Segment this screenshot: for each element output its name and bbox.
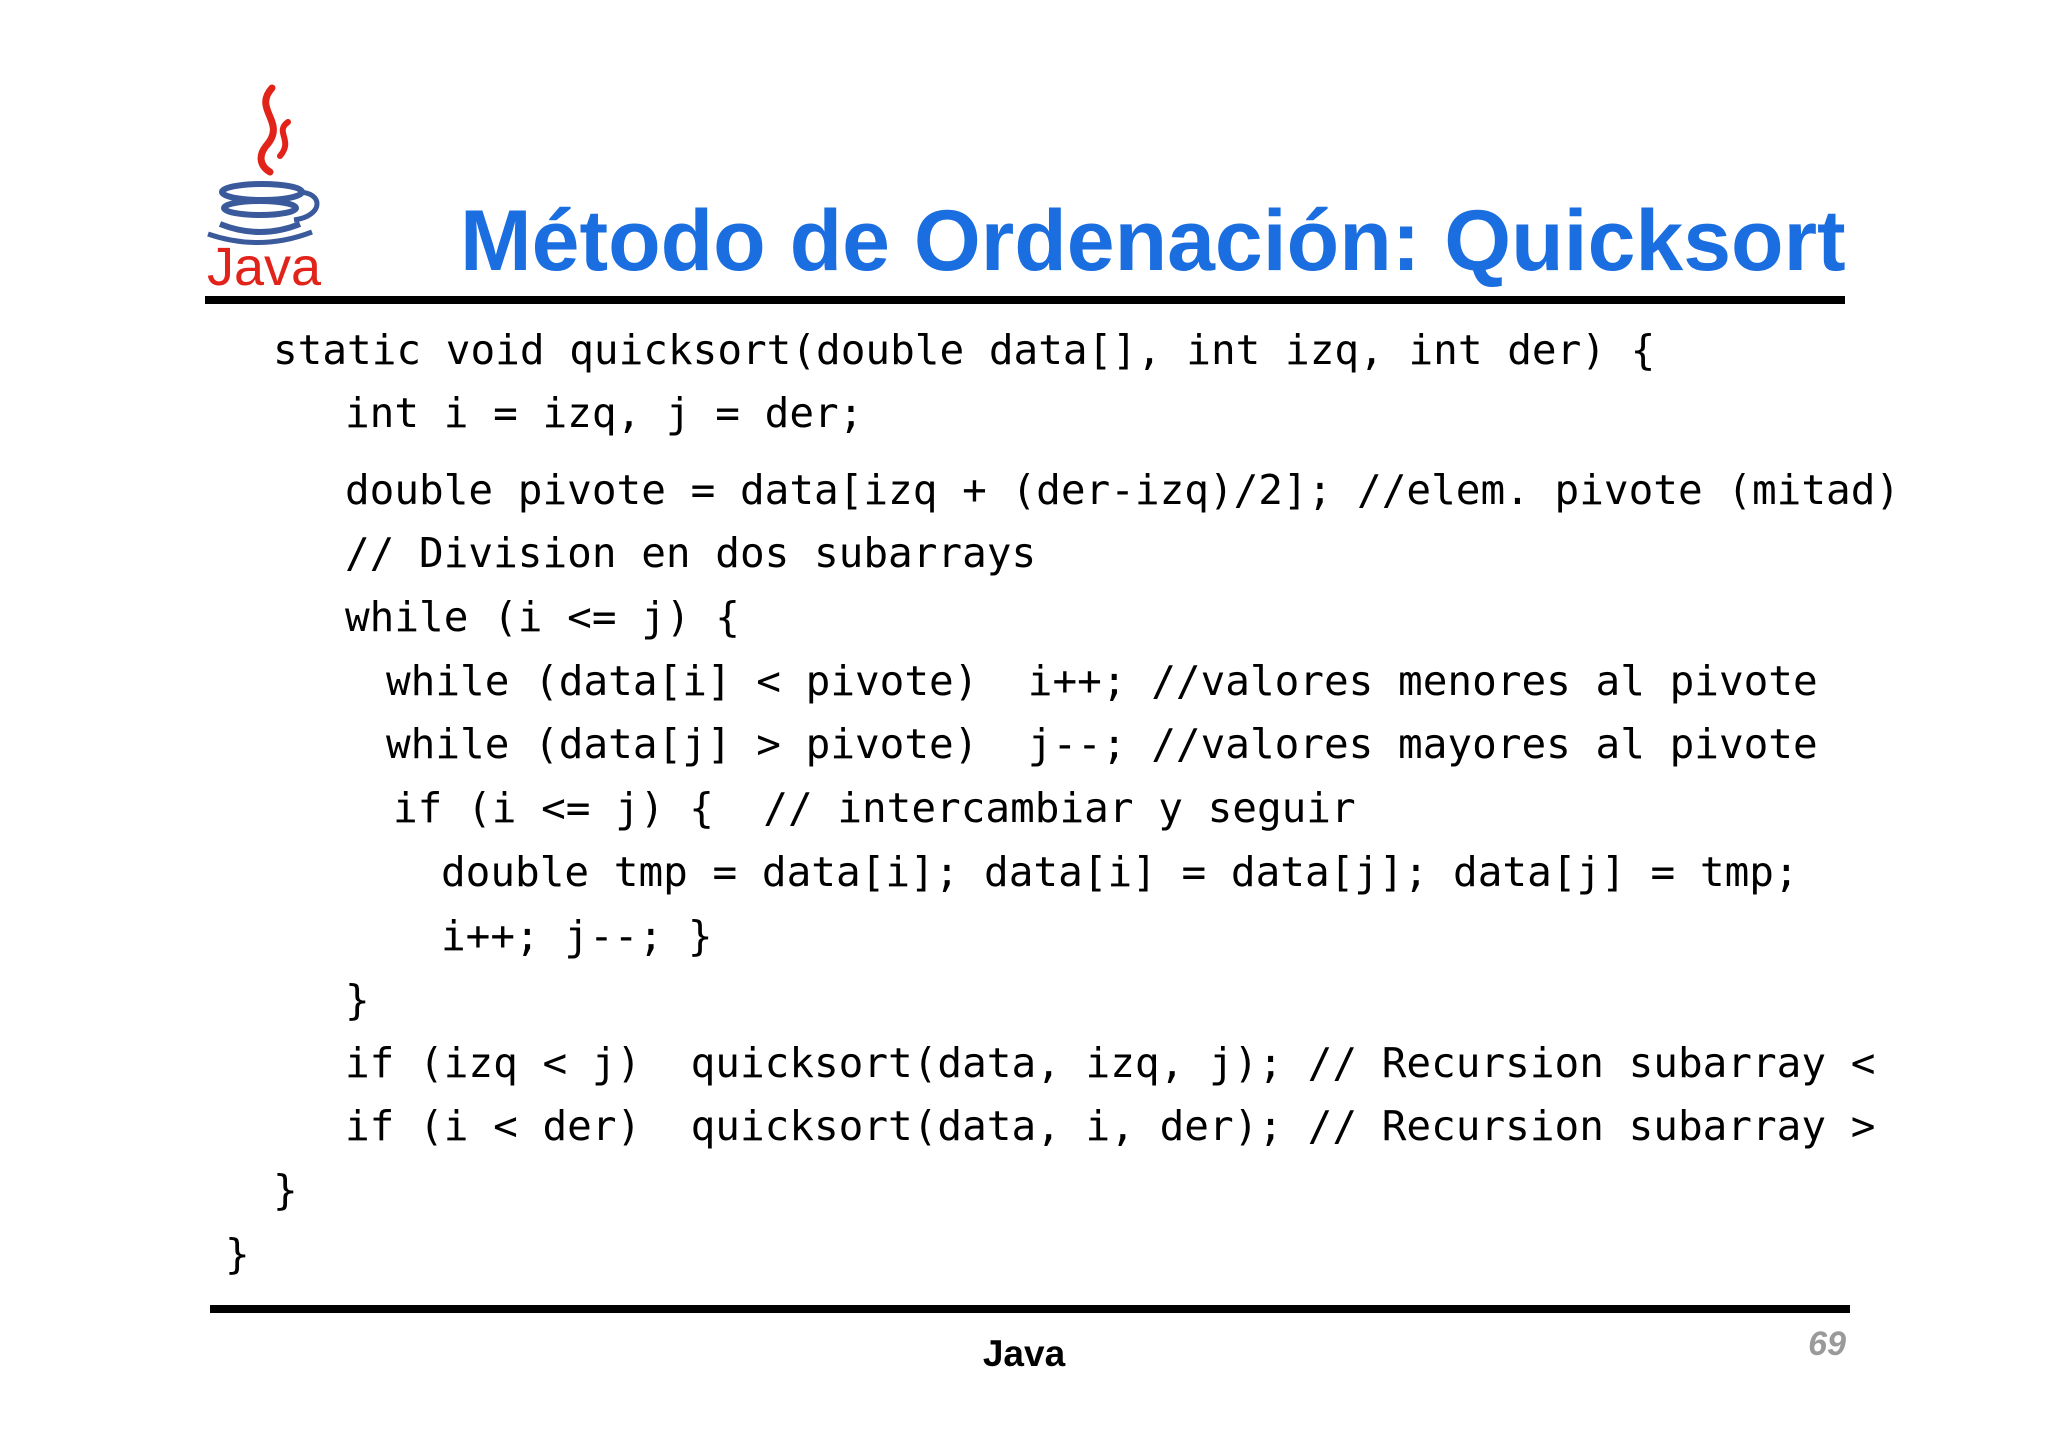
code-line: // Division en dos subarrays [345,529,1037,577]
code-line: } [345,976,370,1024]
bottom-divider [210,1305,1850,1313]
code-line: } [225,1230,250,1278]
code-line: while (data[i] < pivote) i++; //valores menores al pivote [386,657,1818,705]
code-line: double pivote = data[izq + (der-izq)/2]; //elem. pivote (mitad) [345,466,1901,514]
code-line: if (izq < j) quicksort(data, izq, j); // Recursion subarray < [345,1039,1876,1087]
code-line: } [273,1166,298,1214]
page-number: 69 [1808,1325,1846,1363]
code-line: static void quicksort(double data[], int izq, int der) { [273,326,1656,374]
slide-title: Método de Ordenación: Quicksort [460,192,1846,289]
footer-title: Java [982,1333,1066,1374]
code-line: int i = izq, j = der; [345,389,864,437]
code-line: if (i < der) quicksort(data, i, der); // Recursion subarray > [345,1102,1876,1150]
code-line: double tmp = data[i]; data[i] = data[j]; data[j] = tmp; [441,848,1799,896]
code-line: i++; j--; } [441,912,713,960]
code-line: while (i <= j) { [345,593,740,641]
code-line: if (i <= j) { // intercambiar y seguir [393,784,1356,832]
svg-text:Java: Java [206,237,322,295]
code-line: while (data[j] > pivote) j--; //valores mayores al pivote [386,720,1818,768]
